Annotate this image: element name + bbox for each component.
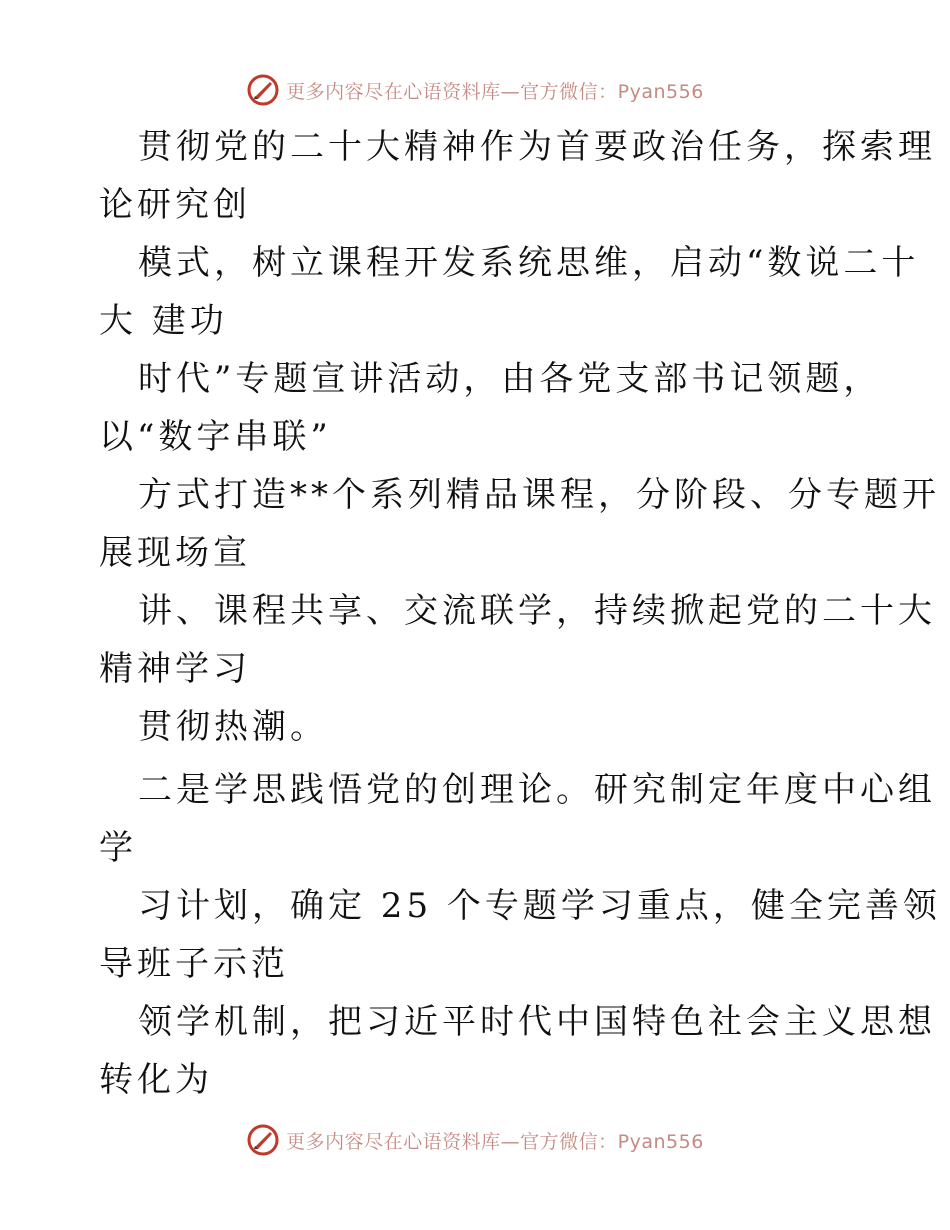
- header-watermark: [0, 70, 950, 110]
- text-line: 精神学习: [99, 649, 251, 689]
- text-line: 学: [99, 828, 137, 868]
- text-line: 习计划，确定 25 个专题学习重点，健全完善领: [138, 886, 941, 926]
- text-line: 讲、课程共享、交流联学，持续掀起党的二十大: [138, 591, 936, 631]
- text-line: 导班子示范: [99, 944, 289, 984]
- footer-watermark: [0, 1120, 950, 1160]
- text-line: 以“数字串联”: [99, 417, 332, 457]
- quill-seal-icon: [246, 73, 280, 107]
- watermark-text: 更多内容尽在心语资料库—官方微信：Pyan556: [286, 1130, 704, 1153]
- text-line: 模式，树立课程开发系统思维，启动“数说二十: [138, 243, 920, 283]
- text-line: 二是学思践悟党的创理论。研究制定年度中心组: [138, 770, 936, 810]
- watermark-text: 更多内容尽在心语资料库—官方微信：Pyan556: [286, 80, 704, 103]
- text-line: 时代”专题宣讲活动，由各党支部书记领题，: [138, 359, 882, 399]
- text-line: 方式打造**个系列精品课程，分阶段、分专题开: [138, 475, 940, 515]
- text-line: 领学机制，把习近平时代中国特色社会主义思想: [138, 1002, 936, 1042]
- text-line: 大 建功: [99, 301, 228, 341]
- text-line: 转化为: [99, 1060, 213, 1100]
- text-line: 展现场宣: [99, 533, 251, 573]
- text-line: 贯彻党的二十大精神作为首要政治任务，探索理: [138, 127, 936, 167]
- quill-seal-icon: [246, 1123, 280, 1157]
- text-line: 论研究创: [99, 185, 251, 225]
- text-line: 贯彻热潮。: [138, 707, 328, 747]
